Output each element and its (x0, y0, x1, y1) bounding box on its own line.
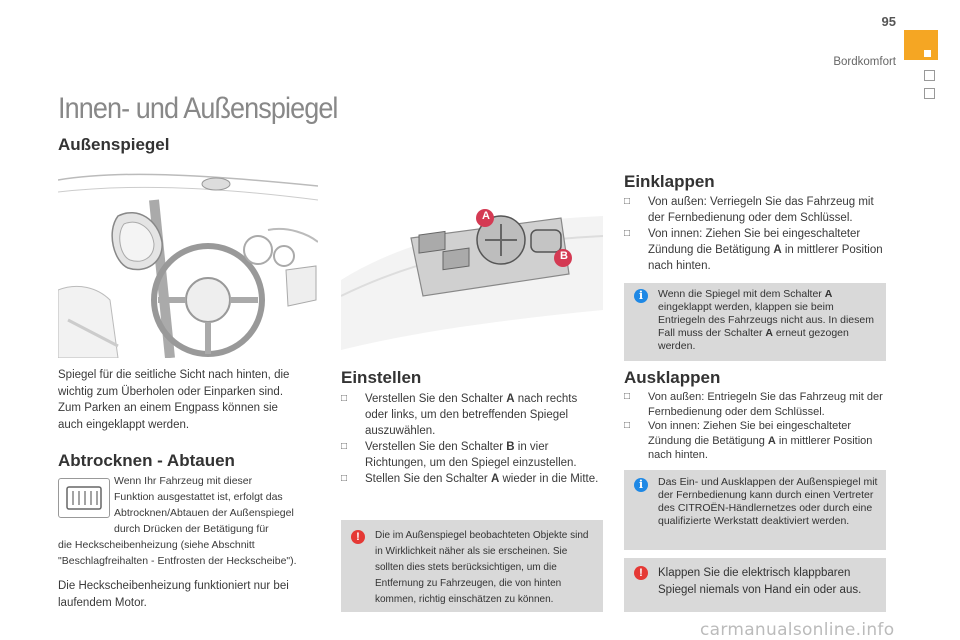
intro-line: wichtig zum Überholen oder Einparken sind. (58, 385, 284, 398)
abtrocknen-line: Wenn Ihr Fahrzeug mit dieser (114, 475, 253, 487)
intro-line: Zum Parken an einem Engpass können sie (58, 402, 278, 414)
page-number: 95 (881, 14, 896, 29)
heading-einstellen: Einstellen (341, 368, 422, 387)
einstellen-list (341, 391, 603, 487)
interior-mirror-illustration (58, 170, 318, 358)
heading-ausklappen: Ausklappen (624, 368, 721, 387)
checkbox-bullet-icon: □ (624, 228, 631, 239)
rear-defrost-icon (58, 478, 110, 518)
einklappen-list (624, 194, 886, 274)
heading-abtrocknen: Abtrocknen - Abtauen (58, 451, 235, 470)
intro-line: Spiegel für die seitliche Sicht nach hinten, die (58, 369, 290, 381)
heading-einklappen: Einklappen (624, 172, 715, 191)
list-item: □ Stellen Sie den Schalter A wieder in die Mitte. (341, 473, 599, 485)
note-line: Die Heckscheibenheizung funktioniert nur bei (58, 580, 289, 592)
heading-aussenspiegel: Außenspiegel (58, 135, 170, 154)
checkbox-bullet-icon: □ (341, 473, 348, 484)
abtrocknen-line: Abtrocknen/Abtauen der Außenspiegel (114, 507, 294, 519)
chapter-tab-marker (924, 50, 931, 57)
list-item: □ Von innen: Ziehen Sie bei eingeschalteter Zündung die Betätigung A in mittlerer Position nach hinten. (624, 420, 873, 461)
list-item: □ Von außen: Entriegeln Sie das Fahrzeug mit der Fernbedienung oder dem Schlüssel. (624, 391, 883, 418)
chapter-tab-square (924, 70, 935, 81)
abtrocknen-line: "Beschlagfreihalten - Entfrosten der Heckscheibe"). (58, 555, 297, 567)
checkbox-bullet-icon: □ (624, 420, 631, 431)
section-name: Bordkomfort (833, 56, 896, 68)
page-title: Innen- und Außenspiegel (58, 92, 338, 125)
abtrocknen-line: durch Drücken der Betätigung für (114, 523, 269, 535)
info-text: Das Ein- und Ausklappen der Außenspiegel mit der Fernbedienung kann durch einen Vertreter des CITROËN-Händlernetzes oder durch eine qualifizierte Werkstatt deaktiviert werden. (658, 476, 878, 527)
intro-line: auch eingeklappt werden. (58, 418, 190, 431)
list-item: □ Von außen: Verriegeln Sie das Fahrzeug mit der Fernbedienung oder dem Schlüssel. (624, 196, 874, 224)
warning-icon: ! (351, 530, 365, 544)
warning-icon: ! (634, 566, 648, 580)
checkbox-bullet-icon: □ (624, 391, 631, 402)
watermark: carmanualsonline.info (700, 620, 895, 640)
abtrocknen-line: die Heckscheibenheizung (siehe Abschnitt (58, 539, 255, 551)
ausklappen-info-box (624, 470, 886, 550)
warning-text: Klappen Sie die elektrisch klappbaren Spiegel niemals von Hand ein oder aus. (658, 567, 862, 596)
info-icon: i (634, 478, 648, 492)
info-icon: i (634, 289, 648, 303)
callout-b: B (560, 250, 568, 262)
mirror-switch-illustration (341, 200, 603, 350)
einstellen-warning-box (341, 520, 603, 612)
chapter-tab (904, 30, 938, 60)
checkbox-bullet-icon: □ (624, 196, 631, 207)
ausklappen-list (624, 390, 886, 463)
einklappen-info-box (624, 283, 886, 361)
ausklappen-warning-box (624, 558, 886, 612)
list-item: □ Verstellen Sie den Schalter B in vier Richtungen, um den Spiegel einzustellen. (341, 441, 577, 469)
abtrocknen-text-cont (58, 537, 338, 569)
callout-a: A (482, 210, 490, 222)
abtrocknen-line: Funktion ausgestattet ist, erfolgt das (114, 491, 283, 503)
list-item: □ Von innen: Ziehen Sie bei eingeschalteter Zündung die Betätigung A in mittlerer Position nach hinten. (624, 228, 883, 272)
info-text: Wenn die Spiegel mit dem Schalter A eingeklappt werden, klappen sie beim Entriegeln des Fahrzeugs nicht aus. In diesem Fall muss der Schalter A erneut gezogen werden. (658, 288, 874, 352)
note-line: laufendem Motor. (58, 596, 147, 609)
warning-text: Die im Außenspiegel beobachteten Objekte sind in Wirklichkeit näher als sie erscheinen. Sie sollten dies stets berücksichtigen, um die Entfernung zu Fahrzeugen, die von hinten kommen, richtig einschätzen zu können. (375, 530, 589, 605)
abtrocknen-text (114, 473, 334, 537)
checkbox-bullet-icon: □ (341, 393, 348, 404)
intro-text (58, 367, 328, 433)
chapter-tab-square (924, 88, 935, 99)
abtrocknen-note (58, 578, 328, 611)
list-item: □ Verstellen Sie den Schalter A nach rechts oder links, um den betreffenden Spiegel auszuwählen. (341, 393, 578, 437)
checkbox-bullet-icon: □ (341, 441, 348, 452)
